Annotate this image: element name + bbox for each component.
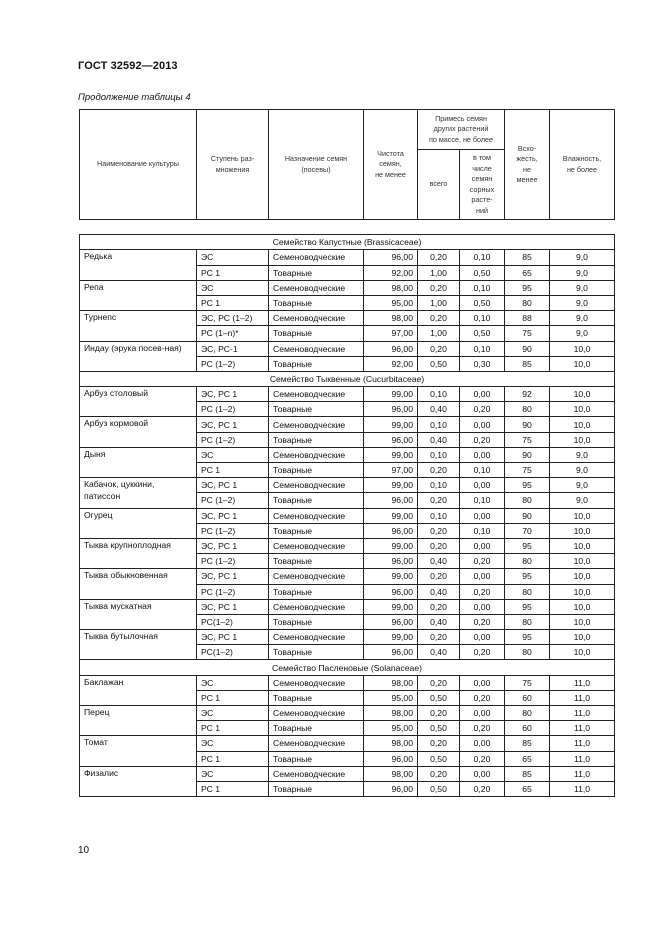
impurity-total-cell: 0,20 [418, 311, 460, 326]
germination-cell: 85 [505, 766, 550, 781]
impurity-weeds-cell: 0,00 [460, 508, 505, 523]
moisture-cell: 10,0 [550, 599, 615, 614]
table-row [80, 508, 615, 523]
header-impurity-group: Примесь семян других растений по массе, не более [418, 110, 505, 150]
germination-cell: 95 [505, 630, 550, 645]
table-row [80, 538, 615, 553]
crop-name-cell: Тыква обыкновенная [80, 569, 197, 599]
impurity-weeds-cell: 0,10 [460, 250, 505, 265]
table-row [80, 675, 615, 690]
stage-cell: РС (1–2) [197, 523, 269, 538]
table-row [80, 706, 615, 721]
stage-cell: РС 1 [197, 265, 269, 280]
germination-cell: 85 [505, 736, 550, 751]
impurity-total-cell: 0,10 [418, 417, 460, 432]
purpose-cell: Товарные [269, 432, 364, 447]
moisture-cell: 10,0 [550, 341, 615, 356]
table-row [80, 736, 615, 751]
family-row [80, 371, 615, 386]
impurity-total-cell: 0,20 [418, 250, 460, 265]
section-separator-cell [80, 220, 615, 235]
purpose-cell: Семеноводческие [269, 447, 364, 462]
impurity-weeds-cell: 0,20 [460, 781, 505, 796]
germination-cell: 75 [505, 675, 550, 690]
table-row [80, 311, 615, 326]
stage-cell: ЭС [197, 675, 269, 690]
table-row [80, 280, 615, 295]
purpose-cell: Товарные [269, 781, 364, 796]
impurity-total-cell: 0,20 [418, 736, 460, 751]
table-caption: Продолжение таблицы 4 [78, 92, 191, 103]
germination-cell: 80 [505, 706, 550, 721]
purity-cell: 99,00 [364, 478, 418, 493]
moisture-cell: 10,0 [550, 569, 615, 584]
purpose-cell: Семеноводческие [269, 599, 364, 614]
moisture-cell: 9,0 [550, 493, 615, 508]
impurity-total-cell: 0,20 [418, 766, 460, 781]
stage-cell: РС 1 [197, 751, 269, 766]
germination-cell: 60 [505, 690, 550, 705]
stage-cell: РС 1 [197, 781, 269, 796]
stage-cell: ЭС [197, 250, 269, 265]
table-body [80, 220, 615, 797]
germination-cell: 75 [505, 326, 550, 341]
impurity-weeds-cell: 0,10 [460, 341, 505, 356]
stage-cell: РС 1 [197, 690, 269, 705]
moisture-cell: 10,0 [550, 508, 615, 523]
impurity-total-cell: 0,40 [418, 645, 460, 660]
impurity-weeds-cell: 0,00 [460, 387, 505, 402]
stage-cell: ЭС, РС 1 [197, 569, 269, 584]
stage-cell: ЭС, РС 1 [197, 478, 269, 493]
impurity-total-cell: 0,20 [418, 463, 460, 478]
crop-name-cell: Арбуз столовый [80, 387, 197, 417]
family-title: Семейство Пасленовые (Solanaceae) [80, 660, 615, 675]
stage-cell: ЭС [197, 280, 269, 295]
impurity-total-cell: 0,20 [418, 523, 460, 538]
germination-cell: 80 [505, 493, 550, 508]
table-row [80, 766, 615, 781]
purity-cell: 96,00 [364, 645, 418, 660]
impurity-weeds-cell: 0,20 [460, 432, 505, 447]
impurity-weeds-cell: 0,00 [460, 630, 505, 645]
purity-cell: 96,00 [364, 584, 418, 599]
stage-cell: РС (1–2) [197, 356, 269, 371]
moisture-cell: 10,0 [550, 356, 615, 371]
purity-cell: 95,00 [364, 295, 418, 310]
impurity-total-cell: 0,50 [418, 721, 460, 736]
stage-cell: РС (1–2) [197, 493, 269, 508]
purpose-cell: Товарные [269, 523, 364, 538]
germination-cell: 85 [505, 356, 550, 371]
purpose-cell: Семеноводческие [269, 766, 364, 781]
purity-cell: 96,00 [364, 493, 418, 508]
crop-name-cell: Тыква бутылочная [80, 630, 197, 660]
stage-cell: ЭС, РС (1–2) [197, 311, 269, 326]
purpose-cell: Товарные [269, 493, 364, 508]
impurity-total-cell: 0,10 [418, 387, 460, 402]
impurity-weeds-cell: 0,30 [460, 356, 505, 371]
purity-cell: 97,00 [364, 326, 418, 341]
impurity-total-cell: 0,20 [418, 280, 460, 295]
table-row [80, 630, 615, 645]
table-row [80, 417, 615, 432]
purpose-cell: Семеноводческие [269, 280, 364, 295]
stage-cell: ЭС, РС 1 [197, 417, 269, 432]
impurity-weeds-cell: 0,20 [460, 614, 505, 629]
stage-cell: ЭС [197, 706, 269, 721]
impurity-weeds-cell: 0,50 [460, 295, 505, 310]
family-row [80, 235, 615, 250]
germination-cell: 65 [505, 265, 550, 280]
impurity-weeds-cell: 0,00 [460, 675, 505, 690]
impurity-weeds-cell: 0,00 [460, 569, 505, 584]
stage-cell: РС (1–2) [197, 432, 269, 447]
purpose-cell: Семеноводческие [269, 478, 364, 493]
stage-cell: РС (1–2) [197, 584, 269, 599]
purpose-cell: Семеноводческие [269, 675, 364, 690]
impurity-weeds-cell: 0,50 [460, 326, 505, 341]
impurity-weeds-cell: 0,20 [460, 554, 505, 569]
stage-cell: РС(1–2) [197, 614, 269, 629]
impurity-weeds-cell: 0,20 [460, 751, 505, 766]
impurity-weeds-cell: 0,10 [460, 280, 505, 295]
purpose-cell: Семеноводческие [269, 706, 364, 721]
purity-cell: 96,00 [364, 614, 418, 629]
germination-cell: 85 [505, 250, 550, 265]
impurity-total-cell: 0,10 [418, 447, 460, 462]
moisture-cell: 10,0 [550, 645, 615, 660]
purpose-cell: Товарные [269, 721, 364, 736]
header-stage: Ступень раз- множения [197, 110, 269, 220]
purpose-cell: Товарные [269, 690, 364, 705]
moisture-cell: 9,0 [550, 478, 615, 493]
purpose-cell: Семеноводческие [269, 736, 364, 751]
purity-cell: 99,00 [364, 630, 418, 645]
impurity-weeds-cell: 0,00 [460, 706, 505, 721]
moisture-cell: 11,0 [550, 766, 615, 781]
purpose-cell: Семеноводческие [269, 311, 364, 326]
impurity-total-cell: 0,10 [418, 508, 460, 523]
moisture-cell: 10,0 [550, 538, 615, 553]
stage-cell: РС (1–2) [197, 402, 269, 417]
impurity-total-cell: 0,40 [418, 584, 460, 599]
impurity-weeds-cell: 0,00 [460, 538, 505, 553]
header-culture: Наименование культуры [80, 110, 197, 220]
impurity-weeds-cell: 0,20 [460, 584, 505, 599]
impurity-total-cell: 0,40 [418, 432, 460, 447]
header-impurity-total: всего [418, 150, 460, 220]
moisture-cell: 9,0 [550, 280, 615, 295]
impurity-weeds-cell: 0,00 [460, 599, 505, 614]
purpose-cell: Семеноводческие [269, 569, 364, 584]
impurity-total-cell: 1,00 [418, 295, 460, 310]
purity-cell: 96,00 [364, 250, 418, 265]
impurity-total-cell: 1,00 [418, 265, 460, 280]
stage-cell: ЭС [197, 447, 269, 462]
stage-cell: ЭС, РС 1 [197, 508, 269, 523]
purity-cell: 95,00 [364, 721, 418, 736]
purity-cell: 96,00 [364, 554, 418, 569]
crop-name-cell: Турнепс [80, 311, 197, 341]
impurity-total-cell: 0,20 [418, 538, 460, 553]
germination-cell: 95 [505, 478, 550, 493]
impurity-total-cell: 0,50 [418, 356, 460, 371]
moisture-cell: 10,0 [550, 584, 615, 599]
germination-cell: 95 [505, 280, 550, 295]
purpose-cell: Товарные [269, 645, 364, 660]
header-purpose: Назначение семян (посевы) [269, 110, 364, 220]
section-separator [80, 220, 615, 235]
stage-cell: РС (1–2) [197, 554, 269, 569]
germination-cell: 90 [505, 341, 550, 356]
stage-cell: РС 1 [197, 721, 269, 736]
impurity-total-cell: 0,50 [418, 781, 460, 796]
family-row [80, 660, 615, 675]
moisture-cell: 11,0 [550, 736, 615, 751]
impurity-total-cell: 0,40 [418, 402, 460, 417]
stage-cell: РС (1–n)* [197, 326, 269, 341]
moisture-cell: 9,0 [550, 463, 615, 478]
moisture-cell: 9,0 [550, 250, 615, 265]
moisture-cell: 10,0 [550, 417, 615, 432]
stage-cell: ЭС, РС 1 [197, 630, 269, 645]
purity-cell: 97,00 [364, 463, 418, 478]
moisture-cell: 10,0 [550, 614, 615, 629]
purpose-cell: Семеноводческие [269, 250, 364, 265]
stage-cell: РС 1 [197, 463, 269, 478]
purity-cell: 99,00 [364, 538, 418, 553]
purpose-cell: Семеноводческие [269, 417, 364, 432]
impurity-weeds-cell: 0,20 [460, 645, 505, 660]
crop-name-cell: Тыква мускатная [80, 599, 197, 629]
moisture-cell: 9,0 [550, 295, 615, 310]
purpose-cell: Товарные [269, 356, 364, 371]
impurity-total-cell: 0,20 [418, 493, 460, 508]
germination-cell: 90 [505, 447, 550, 462]
moisture-cell: 11,0 [550, 751, 615, 766]
table-row [80, 447, 615, 462]
impurity-weeds-cell: 0,00 [460, 478, 505, 493]
purpose-cell: Семеноводческие [269, 538, 364, 553]
impurity-weeds-cell: 0,10 [460, 493, 505, 508]
purpose-cell: Товарные [269, 265, 364, 280]
moisture-cell: 10,0 [550, 523, 615, 538]
purity-cell: 99,00 [364, 387, 418, 402]
moisture-cell: 11,0 [550, 706, 615, 721]
germination-cell: 75 [505, 463, 550, 478]
purity-cell: 96,00 [364, 523, 418, 538]
page-number: 10 [78, 845, 90, 856]
purity-cell: 98,00 [364, 675, 418, 690]
purpose-cell: Товарные [269, 584, 364, 599]
document-header: ГОСТ 32592—2013 [78, 60, 178, 72]
purpose-cell: Товарные [269, 402, 364, 417]
impurity-total-cell: 0,20 [418, 599, 460, 614]
table-row [80, 599, 615, 614]
germination-cell: 80 [505, 584, 550, 599]
stage-cell: ЭС, РС 1 [197, 538, 269, 553]
purity-cell: 95,00 [364, 690, 418, 705]
purity-cell: 92,00 [364, 356, 418, 371]
impurity-total-cell: 0,20 [418, 630, 460, 645]
germination-cell: 88 [505, 311, 550, 326]
stage-cell: РС 1 [197, 295, 269, 310]
crop-name-cell: Кабачок, цуккини, патиссон [80, 478, 197, 508]
table-row [80, 250, 615, 265]
purity-cell: 96,00 [364, 751, 418, 766]
purity-cell: 98,00 [364, 706, 418, 721]
germination-cell: 65 [505, 781, 550, 796]
purity-cell: 96,00 [364, 781, 418, 796]
germination-cell: 75 [505, 432, 550, 447]
purity-cell: 96,00 [364, 402, 418, 417]
impurity-weeds-cell: 0,00 [460, 417, 505, 432]
header-purity: Чистота семян, не менее [364, 110, 418, 220]
impurity-total-cell: 0,40 [418, 614, 460, 629]
purpose-cell: Товарные [269, 614, 364, 629]
table-row [80, 478, 615, 493]
impurity-weeds-cell: 0,20 [460, 402, 505, 417]
purity-cell: 98,00 [364, 280, 418, 295]
seed-quality-table [79, 109, 615, 797]
crop-name-cell: Тыква крупноплодная [80, 538, 197, 568]
germination-cell: 80 [505, 402, 550, 417]
moisture-cell: 9,0 [550, 311, 615, 326]
moisture-cell: 10,0 [550, 387, 615, 402]
moisture-cell: 9,0 [550, 326, 615, 341]
crop-name-cell: Перец [80, 706, 197, 736]
moisture-cell: 11,0 [550, 690, 615, 705]
crop-name-cell: Редька [80, 250, 197, 280]
crop-name-cell: Арбуз кормовой [80, 417, 197, 447]
impurity-weeds-cell: 0,20 [460, 690, 505, 705]
impurity-weeds-cell: 0,00 [460, 766, 505, 781]
impurity-weeds-cell: 0,00 [460, 447, 505, 462]
moisture-cell: 9,0 [550, 447, 615, 462]
moisture-cell: 10,0 [550, 402, 615, 417]
impurity-weeds-cell: 0,20 [460, 721, 505, 736]
purity-cell: 99,00 [364, 447, 418, 462]
impurity-weeds-cell: 0,10 [460, 523, 505, 538]
moisture-cell: 10,0 [550, 630, 615, 645]
purity-cell: 98,00 [364, 766, 418, 781]
purpose-cell: Товарные [269, 554, 364, 569]
impurity-total-cell: 1,00 [418, 326, 460, 341]
impurity-total-cell: 0,50 [418, 751, 460, 766]
header-impurity-weeds: в том числе семян сорных расте- ний [460, 150, 505, 220]
germination-cell: 80 [505, 645, 550, 660]
germination-cell: 80 [505, 554, 550, 569]
impurity-total-cell: 0,10 [418, 478, 460, 493]
stage-cell: ЭС, РС 1 [197, 387, 269, 402]
stage-cell: РС(1–2) [197, 645, 269, 660]
moisture-cell: 9,0 [550, 265, 615, 280]
purpose-cell: Товарные [269, 295, 364, 310]
table-row [80, 341, 615, 356]
germination-cell: 95 [505, 599, 550, 614]
purity-cell: 96,00 [364, 432, 418, 447]
impurity-weeds-cell: 0,50 [460, 265, 505, 280]
moisture-cell: 11,0 [550, 675, 615, 690]
stage-cell: ЭС [197, 766, 269, 781]
purpose-cell: Семеноводческие [269, 387, 364, 402]
family-title: Семейство Тыквенные (Cucurbitaceae) [80, 371, 615, 386]
family-title: Семейство Капустные (Brassicaceae) [80, 235, 615, 250]
germination-cell: 90 [505, 508, 550, 523]
moisture-cell: 10,0 [550, 554, 615, 569]
purpose-cell: Семеноводческие [269, 630, 364, 645]
germination-cell: 92 [505, 387, 550, 402]
germination-cell: 80 [505, 295, 550, 310]
purity-cell: 99,00 [364, 599, 418, 614]
germination-cell: 60 [505, 721, 550, 736]
crop-name-cell: Дыня [80, 447, 197, 477]
crop-name-cell: Индау (эрука посев-ная) [80, 341, 197, 371]
crop-name-cell: Репа [80, 280, 197, 310]
germination-cell: 95 [505, 569, 550, 584]
purity-cell: 96,00 [364, 341, 418, 356]
moisture-cell: 11,0 [550, 721, 615, 736]
crop-name-cell: Огурец [80, 508, 197, 538]
germination-cell: 70 [505, 523, 550, 538]
impurity-weeds-cell: 0,10 [460, 463, 505, 478]
header-germination: Всхо- жесть, не менее [505, 110, 550, 220]
impurity-total-cell: 0,20 [418, 706, 460, 721]
impurity-total-cell: 0,20 [418, 569, 460, 584]
purity-cell: 92,00 [364, 265, 418, 280]
impurity-total-cell: 0,40 [418, 554, 460, 569]
crop-name-cell: Томат [80, 736, 197, 766]
purpose-cell: Товарные [269, 751, 364, 766]
impurity-total-cell: 0,20 [418, 675, 460, 690]
moisture-cell: 10,0 [550, 432, 615, 447]
header-moisture: Влажность, не более [550, 110, 615, 220]
germination-cell: 80 [505, 614, 550, 629]
purity-cell: 98,00 [364, 736, 418, 751]
germination-cell: 65 [505, 751, 550, 766]
purpose-cell: Семеноводческие [269, 508, 364, 523]
germination-cell: 90 [505, 417, 550, 432]
crop-name-cell: Баклажан [80, 675, 197, 705]
purity-cell: 99,00 [364, 417, 418, 432]
impurity-weeds-cell: 0,00 [460, 736, 505, 751]
purpose-cell: Товарные [269, 463, 364, 478]
stage-cell: ЭС [197, 736, 269, 751]
table-row [80, 569, 615, 584]
crop-name-cell: Физалис [80, 766, 197, 796]
stage-cell: ЭС, РС 1 [197, 599, 269, 614]
stage-cell: ЭС, РС-1 [197, 341, 269, 356]
germination-cell: 95 [505, 538, 550, 553]
purity-cell: 98,00 [364, 311, 418, 326]
impurity-weeds-cell: 0,10 [460, 311, 505, 326]
purity-cell: 99,00 [364, 508, 418, 523]
purpose-cell: Товарные [269, 326, 364, 341]
impurity-total-cell: 0,20 [418, 341, 460, 356]
purity-cell: 99,00 [364, 569, 418, 584]
moisture-cell: 11,0 [550, 781, 615, 796]
table-row [80, 387, 615, 402]
purpose-cell: Семеноводческие [269, 341, 364, 356]
impurity-total-cell: 0,50 [418, 690, 460, 705]
